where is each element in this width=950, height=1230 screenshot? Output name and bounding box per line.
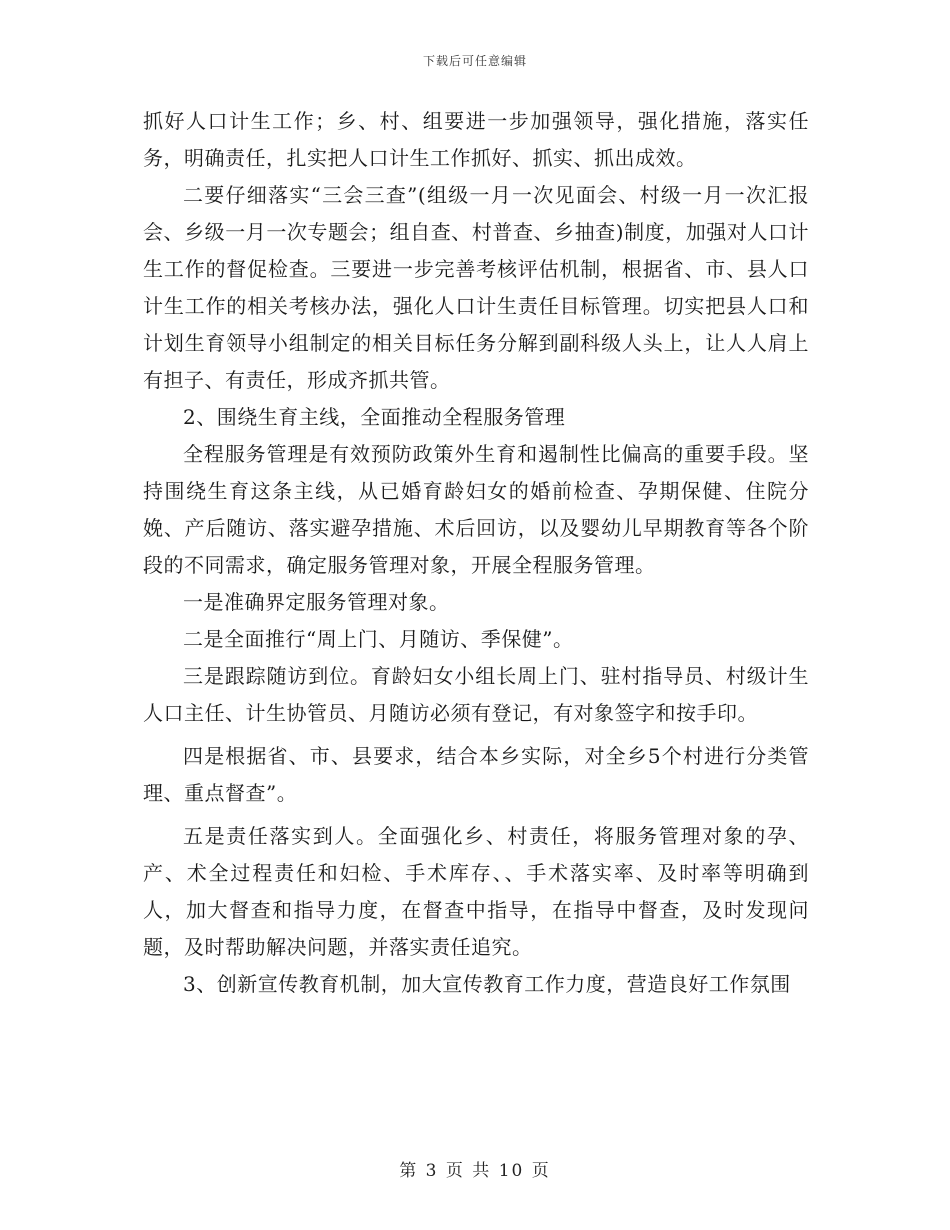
paragraph-three-meetings: 二要仔细落实“三会三查”(组级一月一次见面会、村级一月一次汇报会、乡级一月一次专题会；组自查、村普查、乡抽查)制度，加强对人口计生工作的督促检查。三要进一步完善考核评估机制，根据省、市、县人口计生工作的相关考核办法，强化人口计生责任目标管理。切实把县人口和计划生育领导小组制定的相关目标任务分解到副科级人头上，让人人肩上有担子、有责任，形成齐抓共管。: [143, 183, 809, 392]
paragraph-continuation: 抓好人口计生工作；乡、村、组要进一步加强领导，强化措施，落实任务，明确责任，扎实把人口计生工作抓好、抓实、抓出成效。: [143, 109, 809, 170]
header-note: 下载后可任意编辑: [422, 54, 527, 68]
page-number: 第 3 页 共 10 页: [399, 1161, 551, 1181]
list-item-4: 四是根据省、市、县要求，结合本乡实际，对全乡5个村进行分类管理、重点督查”。: [143, 744, 809, 805]
list-item-2: 二是全面推行“周上门、月随访、季保健”。: [183, 627, 574, 651]
paragraph-full-service: 全程服务管理是有效预防政策外生育和遏制性比偏高的重要手段。坚持围绕生育这条主线，从已婚育龄妇女的婚前检查、孕期保健、住院分娩、产后随访、落实避孕措施、术后回访，以及婴幼儿早期教育等各个阶段的不同需求，确定服务管理对象，开展全程服务管理。: [143, 442, 809, 577]
list-item-5: 五是责任落实到人。全面强化乡、村责任，将服务管理对象的孕、产、术全过程责任和妇检、手术库存、、手术落实率、及时率等明确到人，加大督查和指导力度，在督查中指导，在指导中督查，及时发现问题，及时帮助解决问题，并落实责任追究。: [143, 824, 809, 959]
list-item-3: 三是跟踪随访到位。育龄妇女小组长周上门、驻村指导员、村级计生人口主任、计生协管员、月随访必须有登记，有对象签字和按手印。: [143, 664, 809, 725]
section-heading-3: 3、创新宣传教育机制，加大宣传教育工作力度，营造良好工作氛围: [183, 972, 791, 996]
list-item-1: 一是准确界定服务管理对象。: [183, 590, 450, 614]
section-heading-2: 2、围绕生育主线，全面推动全程服务管理: [183, 405, 566, 429]
document-body: [143, 103, 809, 1003]
